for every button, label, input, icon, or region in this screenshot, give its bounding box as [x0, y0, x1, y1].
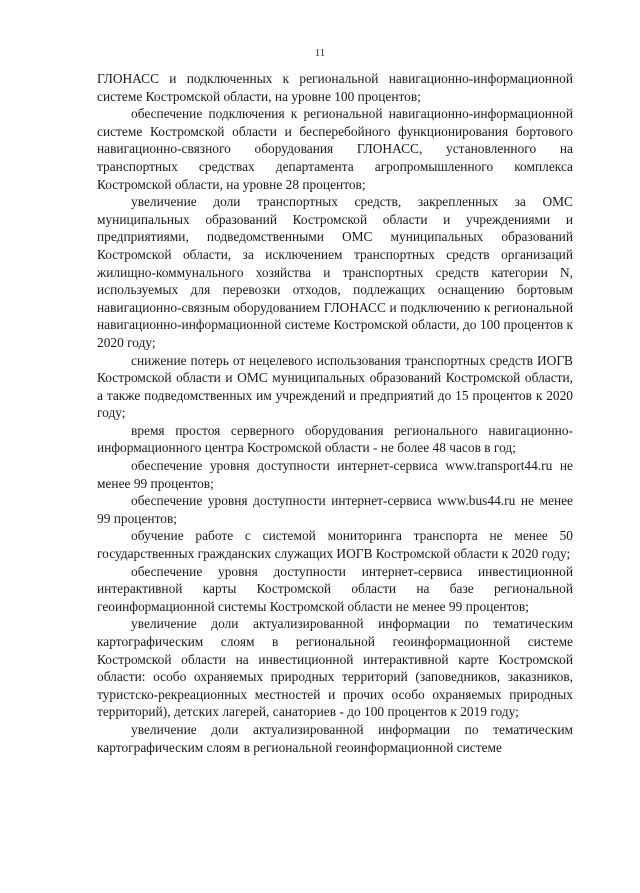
document-body [97, 70, 573, 756]
paragraph: обеспечение уровня доступности интернет-сервиса www.transport44.ru не менее 99 процентов; [97, 458, 573, 491]
paragraph: время простоя серверного оборудования регионального навигационно-информационного центра Костромской области - не более 48 часов в год; [97, 422, 573, 456]
page-number: 11 [314, 47, 326, 59]
paragraph: увеличение доли транспортных средств, закрепленных за ОМС муниципальных образований Костромской области и учреждениями и предприятиями, подведомственными ОМС муниципальных образований Костромской области, за исключением транспортных средств организаций жилищно-коммунального хозяйства и транспортных средств категории N, используемых для перевозки отходов, подлежащих оснащению бортовым навигационно-связным оборудованием ГЛОНАСС и подключению к региональной навигационно-информационной системе Костромской области, до 100 процентов к 2020 году; [97, 194, 573, 350]
paragraph: ГЛОНАСС и подключенных к региональной навигационно-информационной системе Костромской области, на уровне 100 процентов; [97, 71, 573, 104]
paragraph: обеспечение подключения к региональной навигационно-информационной системе Костромской области и бесперебойного функционирования бортового навигационно-связного оборудования ГЛОНАСС, установленного на транспортных средствах департамента агропромышленного комплекса Костромской области, на уровне 28 процентов; [97, 106, 573, 192]
paragraph: обучение работе с системой мониторинга транспорта не менее 50 государственных гражданских служащих ИОГВ Костромской области к 2020 году; [97, 528, 573, 562]
paragraph: увеличение доли актуализированной информации по тематическим картографическим слоям в региональной геоинформационной системе [97, 721, 573, 755]
paragraph: обеспечение уровня доступности интернет-сервиса инвестиционной интерактивной карты Костромской области на базе региональной геоинформационной системы Костромской области не менее 99 процентов; [97, 563, 573, 614]
paragraph: снижение потерь от нецелевого использования транспортных средств ИОГВ Костромской области и ОМС муниципальных образований Костромской области, а также подведомственных им учреждений и предприятий до 15 процентов к 2020 году; [97, 352, 573, 421]
paragraph: обеспечение уровня доступности интернет-сервиса www.bus44.ru не менее 99 процентов; [97, 493, 573, 526]
paragraph: увеличение доли актуализированной информации по тематическим картографическим слоям в региональной геоинформационной системе Костромской области на инвестиционной интерактивной карте Костромской области: особо охраняемых природных территорий (заповедников, заказников, туристско-рекреационных местностей и прочих особо охраняемых природных территорий), детских лагерей, санаториев - до 100 процентов к 2019 году; [97, 616, 573, 720]
